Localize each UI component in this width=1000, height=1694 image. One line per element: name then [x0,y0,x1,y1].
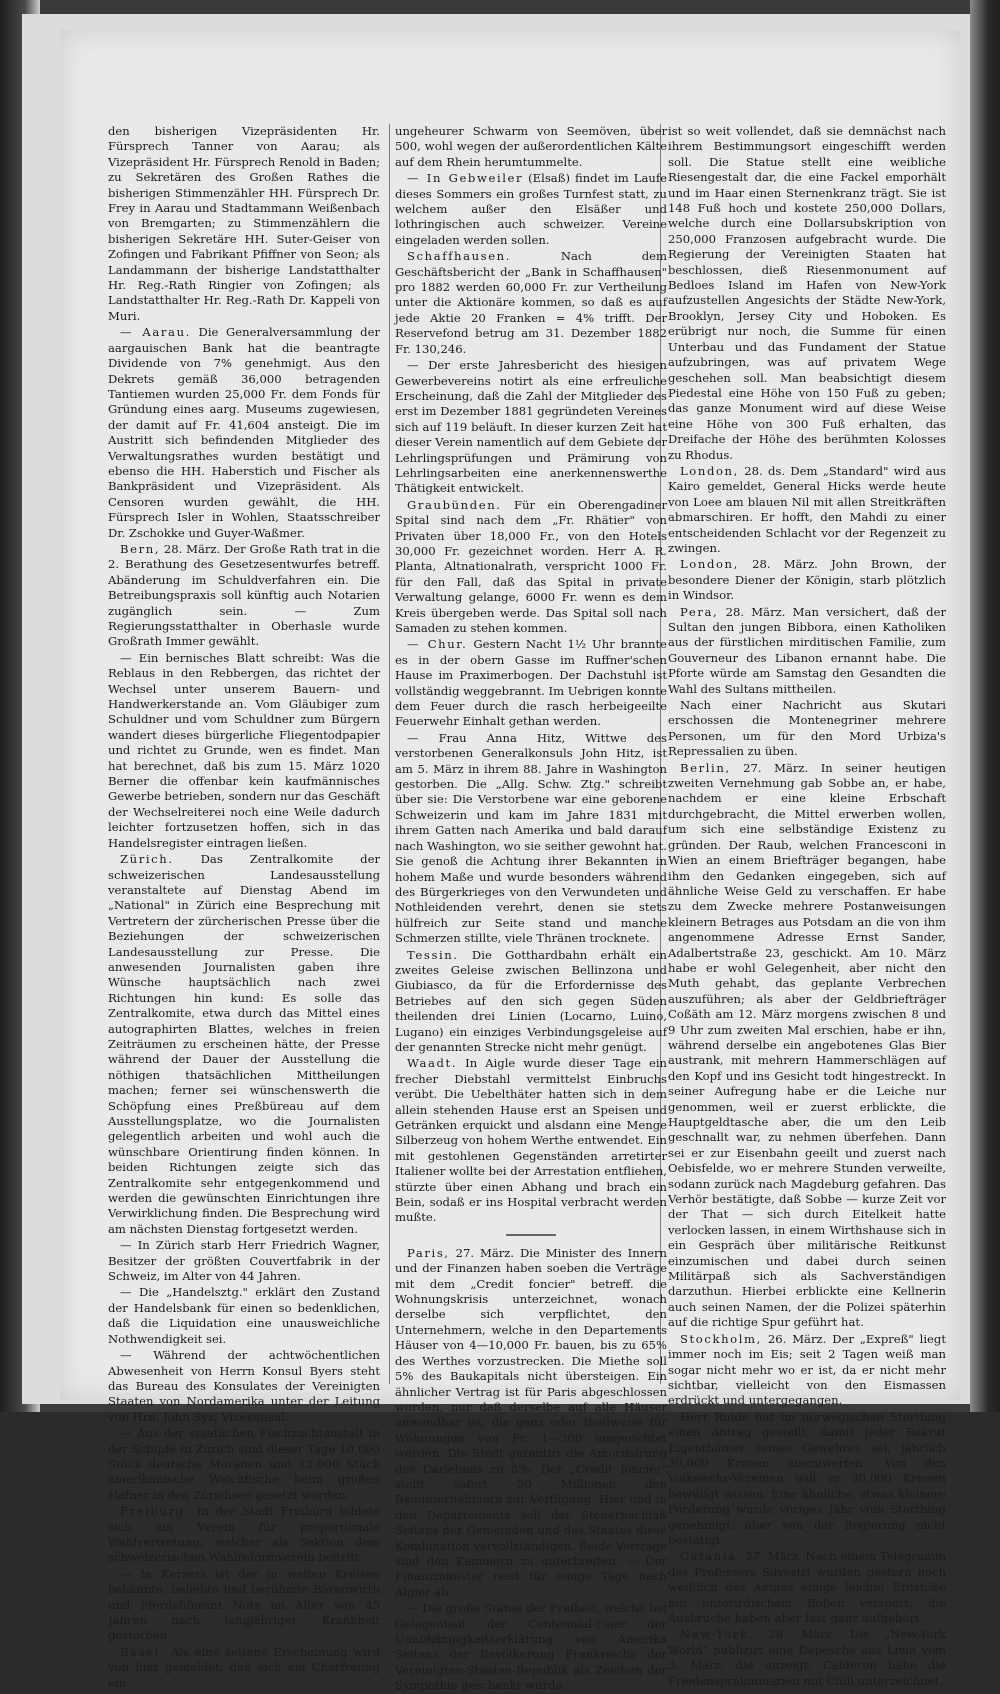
text-column-3 [668,124,946,1688]
paragraph-text: ungeheurer Schwarm von Seemöven, über 500, wohl wegen der außerordentlichen Kälte auf dem Rhein herumtummelte. [395,124,667,169]
article-paragraph [395,1601,667,1693]
article-paragraph [395,637,667,729]
dateline: New-York, [680,1627,754,1642]
article-separator [506,1234,556,1236]
dateline: London, [680,463,739,478]
article-paragraph [668,1627,946,1689]
article-paragraph [108,1285,380,1347]
column-rule-left [389,124,390,1384]
dateline: Zürich. [120,852,174,867]
dateline: Berlin, [680,760,731,775]
article-paragraph [395,731,667,947]
article-paragraph [108,1426,380,1503]
paragraph-text: 27. März. Nach einem Telegramm des Professors Silvestri wurden gestern noch weißlich des Aetnas einige leichte Erdstöße mit unterirdischem Rollen verspürt; die Ausbrüche haben aber fast ganz aufgehört. [668,1549,946,1625]
text-column-2 [395,124,668,1693]
article-paragraph [395,498,667,637]
paragraph-text: 28. März. Man versichert, daß der Sultan den jungen Bibbora, einen Katholiken aus der fürstlichen mirditischen Familie, zum Gouverneur des Libanon ernannt habe. Die Pforte würde am Samstag den Gesandten die Wahl des Sultans mittheilen. [668,604,946,696]
dateline: Stockholm, [680,1331,762,1346]
paragraph-text: Für ein Oberengadiner Spital sind nach dem „Fr. Rhätier" von Privaten über 18,000 Fr., von den Hotels 30,000 Fr. gezeichnet worden. Herr A. R. Planta, Altnationalrath, verspricht 1000 Fr. für den Fall, daß das Spital in private Verwaltung gelange, 6000 Fr. wenn es dem Kreis übergeben werde. Das Spital soll nach Samaden zu stehen kommen. [395,497,667,635]
dateline: London, [680,557,739,572]
article-paragraph [108,651,380,851]
paragraph-text: Nach einer Nachricht aus Skutari erschossen die Montenegriner mehrere Personen, um für den Mord Urbiza's Repressalien zu üben. [668,698,946,759]
article-paragraph [395,1246,667,1600]
dateline: — Chur. [407,637,468,652]
article-paragraph [108,542,380,650]
text-column-1 [108,124,380,1690]
article-paragraph [108,124,380,324]
dateline: — Aarau. [120,325,191,340]
paragraph-text: Herr Ruide hat im norwegischen Storthing einen Antrag gestellt, damit jeder Rekrut Eigenthümer seines Gewehres sei, jährlich 30,000 Kronen auszuwerfen. Von den Volkswehr-Vereinen will er 30,000 Kronen bewilligt wissen. Eine ähnliche, etwas kleinere Forderung wurde voriges Jahr vom Storthing genehmigt, aber von der Regierung nicht bestätigt. [668,1409,946,1547]
paragraph-text: In Aigle wurde dieser Tage ein frecher Diebstahl vermittelst Einbruchs verübt. Die Uebelthäter hatten sich in dem allein stehenden Hause erst an Speisen und Getränken erquickt und alsdann eine Menge Silberzeug von hohem Werthe entwendet. Ein mit gestohlenen Gegenständen arretirter Italiener wollte bei der Arrestation entfliehen, stürzte über einen Abhang und brach ein Bein, sodaß er ins Hospital verbracht werden mußte. [395,1056,667,1225]
paragraph-text: — In Kerzers ist der in weiten Kreisen bekannte, beliebte und berühmte Bärenwirth und Pferdeliferant Notz im Alter von 45 Jahren nach langjähriger Krankheit gestorben. [108,1566,380,1643]
article-paragraph [668,124,946,463]
article-paragraph [108,1567,380,1644]
article-paragraph [395,1056,667,1225]
paragraph-text: Die Generalversammlung der aargauischen Bank hat die beantragte Dividende von 7% genehmigt. Aus den Dekrets gemäß 36,000 betragenden Tantiemen wurden 25,000 Fr. dem Fonds für Gründung eines aarg. Museums zugewiesen, der damit auf Fr. 41,604 ansteigt. Die im Austritt sich befindenden Mitglieder des Verwaltungsrathes wurden bestätigt und ebenso die HH. Haberstich und Fischer als Bankpräsident und Vizepräsident. Als Censoren wurden gewählt, die HH. Fürsprech Isler in Wohlen, Staatsschreiber Dr. Zschokke und Guyer-Waßmer. [108,325,380,540]
paragraph-text: — Frau Anna Hitz, Wittwe des verstorbenen Generalkonsuls John Hitz, ist am 5. März in ihrem 88. Jahre in Washington gestorben. Die „Allg. Schw. Ztg." schreibt über sie: Die Verstorbene war eine geborene Schweizerin und kam im Jahre 1831 mit ihrem Gatten nach Amerika und bald darauf nach Washington, wo sie seither gewohnt hat. Sie genoß die Achtung ihrer Bekannten in hohem Maße und wurde besonders während des Bürgerkrieges von den Verwundeten und Nothleidenden verehrt, denen sie stets hülfreich zur Seite stand und manche Schmerzen stillte, viele Thränen trocknete. [395,730,667,946]
article-paragraph [395,249,667,357]
dateline: Basel. [120,1644,166,1659]
paragraph-text: Gestern Nacht 1½ Uhr brannte es in der obern Gasse im Ruffner'schen Hause im Praximerbogen. Der Dachstuhl ist vollständig weggebrannt. Im Uebrigen konnte dem Feuer durch die rasch herbeigeeilte Feuerwehr Einhalt gethan werden. [395,637,667,729]
article-paragraph [668,1549,946,1626]
article-paragraph [668,1332,946,1409]
paragraph-text: 28. März. John Brown, der besondere Diener der Königin, starb plötzlich in Windsor. [668,557,946,603]
paragraph-text: — Während der achtwöchentlichen Abwesenheit von Herrn Konsul Byers steht das Bureau des Konsulates der Vereinigten Staaten von Nordamerika unter der Leitung von Hrn. John Syz, Vizekonsul. [108,1348,380,1424]
paragraph-text: — Die große Statue der Freiheit, welche bei Gelegenheit der Centennial-Feier der Unabhängigkeitserklärung von Amerika Seitens der Bevölkerung Frankreichs der Vereinigten-Staaten-Republik als Zeichen der Sympathie geschenkt wurde, [395,1601,667,1693]
paragraph-text: 28. ds. Dem „Standard" wird aus Kairo gemeldet, General Hicks werde heute von Loee am blauen Nil mit allen Streitkräften abmarschiren. Er hofft, den Mahdi zu einer entscheidenden Schlacht vor der Regenzeit zu zwingen. [668,463,946,555]
article-paragraph [395,358,667,497]
article-paragraph [395,124,667,170]
paragraph-text: 27. März. In seiner heutigen zweiten Vernehmung gab Sobbe an, er habe, nachdem er eine kleine Erbschaft durchgebracht, die Mittel erwerben wollen, um sich eine selbständige Existenz zu gründen. Der Raub, welchen Francesconi in Wien an einem Briefträger begangen, habe ihm den Gedanken eingegeben, sich auf ähnliche Weise Geld zu verschaffen. Er habe zu dem Zwecke mehrere Postanweisungen kleinern Betrages aus Potsdam an die von ihm angenommene Adresse Ernst Sander, Adalbertstraße 23, geschickt. Am 10. März habe er wohl Gelegenheit, aber nicht den Muth gehabt, das geplante Verbrechen auszuführen; als aber der Geldbriefträger Coßäth am 12. März morgens zwischen 8 und 9 Uhr zum zweiten Mal erschien, habe er ihn, während derselbe ein angebotenes Glas Bier austrank, mit mehrern Hammerschlägen auf den Kopf und ins Gesicht todt hingestreckt. In seiner Aufregung habe er die Leiche nur genommen, weil er zuerst erblickte, die Hauptgeldtasche aber, die um den Leib geschnallt war, zu nehmen überfehen. Dann sei er zur Eisenbahn geeilt und zuerst nach Oebisfelde, wo er mehrere Stunden verweilte, sodann zurück nach Magdeburg gefahren. Das Verhör bestätigte, daß Sobbe — kurze Zeit vor der That — sich durch Eitelkeit hatte verlocken lassen, in einem Wirthshause sich in ein Gespräch über militärische Reitkunst einzumischen und dabei durch seinen Militärpaß sich als Sachverständigen darzuthun. Hierbei erblickte eine Kellnerin auch seinen Namen, der die Polizei späterhin auf die richtige Spur geführt hat. [668,760,946,1330]
dateline: Paris, [407,1245,450,1260]
dateline: Pera, [680,604,719,619]
paragraph-text: — Der erste Jahresbericht des hiesigen Gewerbevereins notirt als eine erfreuliche Erscheinung, daß die Zahl der Mitglieder des erst im Dezember 1881 gegründeten Vereines sich auf 119 beläuft. In dieser kurzen Zeit hat dieser Verein namentlich auf dem Gebiete der Lehrlingsprüfungen und Prämirung von Lehrlingsarbeiten eine anerkennenswerthe Thätigkeit entwickelt. [395,358,667,496]
dateline: Bern, [120,541,161,556]
paragraph-text: 28. März. Der Große Rath trat in die 2. Berathung des Gesetzesentwurfes betreff. Abänderung im Schuldverfahren ein. Die Betreibungspraxis soll künftig auch Notarien zugänglich sein. — Zum Regierungsstatthalter in Oberhasle wurde Großrath Immer gewählt. [108,541,380,649]
article-paragraph [395,948,667,1056]
article-paragraph [108,1348,380,1425]
paragraph-text: den bisherigen Vizepräsidenten Hr. Fürsprech Tanner von Aarau; als Vizepräsident Hr. Fürsprech Renold in Baden; zu Sekretären des Großen Rathes die bisherigen Stimmenzähler HH. Fürsprech Dr. Frey in Aarau und Stadtammann Weißenbach von Bremgarten; zu Stimmenzählern die bisherigen Sekretäre HH. Suter-Geiser von Zofingen und Fabrikant Pfiffner von Seon; als Landammann der bisherige Landstatthalter Hr. Reg.-Rath Ringier von Zofingen; als Landstatthalter Hr. Reg.-Rath Dr. Kappeli von Muri. [108,124,380,323]
article-paragraph [668,605,946,697]
paragraph-text: Die Gotthardbahn erhält ein zweites Geleise zwischen Bellinzona und Giubiasco, da für die Erfordernisse des Betriebes auf den sich gegen Süden theilenden drei Linien (Locarno, Luino, Lugano) ein einziges Verbindungsgeleise auf der genannten Strecke nicht mehr genügt. [395,947,667,1054]
article-paragraph [108,1645,380,1691]
paragraph-text: Das Zentralkomite der schweizerischen Landesausstellung veranstaltete auf Dienstag Abend im „National" in Zürich eine Besprechung mit Vertretern der zürcherischen Presse über die Beziehungen der schweizerischen Landesausstellung zur Presse. Die anwesenden Journalisten gaben ihre Wünsche hauptsächlich nach zwei Richtungen hin kund: Es solle das Zentralkomite, etwa durch das Mittel eines autographirten Blattes, welches in freien Zeiträumen zu erscheinen hätte, der Presse während der Dauer der Ausstellung die nöthigen thatsächlichen Mittheilungen machen; ferner sei wünschenswerth die Schöpfung eines Preßbüreau auf dem Ausstellungsplatze, wo die Journalisten gelegentlich arbeiten und wohl auch die wünschbare Orientirung finden können. In beiden Richtungen zeigte sich das Zentralkomite sehr entgegenkommend und werden die gewünschten Einrichtungen ihre Verwirklichung finden. Die Besprechung wird am nächsten Dienstag fortgesetzt werden. [108,852,380,1236]
article-paragraph [108,1238,380,1284]
paragraph-text: ist so weit vollendet, daß sie demnächst nach ihrem Bestimmungsort eingeschifft werden soll. Die Statue stellt eine weibliche Riesengestalt dar, die eine Fackel emporhält und im Haar einen Sternenkranz trägt. Sie ist 148 Fuß hoch und kostete 250,000 Dollars, welche durch eine Dollarsubskription von 250,000 Franzosen aufgebracht wurde. Die Regierung der Vereinigten Staaten hat beschlossen, dieß Riesenmonument auf Bedloes Island im Hafen von New-York aufzustellen Angesichts der Städte New-York, Brooklyn, Jersey City und Hoboken. Es erübrigt nur noch, die Summe für einen Unterbau und das Fundament der Statue aufzubringen, was auf privatem Wege geschehen soll. Man beabsichtigt diesem Piedestal eine Höhe von 150 Fuß zu geben; das ganze Monument wird auf diese Weise eine Höhe von 300 Fuß erhalten, das Dreifache der Höhe des berühmten Kolosses zu Rhodus. [668,124,946,462]
paragraph-text: 27. März. Die Minister des Innern und der Finanzen haben soeben die Verträge mit dem „Credit foncier" betreff. die Wohnungskrisis unterzeichnet, wonach derselbe sich verpflichtet, den Unternehmern, welche in den Departements Häuser von 4—10,000 Fr. bauen, bis zu 65% des Werthes vorzustrecken. Die Miethe soll 5% des Baukapitals nicht übersteigen. Ein ähnlicher Vertrag ist für Paris abgeschlossen worden, nur daß derselbe auf alle Häuser anwendbar ist, die ganz oder theilweise für Wohnungen von Fr. 1—300 eingerichtet werden. Die Stadt garantirt die Amortisirung des Darlehens zu 5%. Der „Credit foncier" stellt sofort 50 Millionen den Bauunternehmern zur Verfügung. Hier und in den Departements soll der Steuernachlaß Seitens der Gemeinden und des Staates diese Kombination vervollständigen. Beide Verträge sind den Kammern zu unterbreiten. — Der Finanzminister reist für einige Tage nach Algier ab. [395,1245,667,1599]
article-paragraph [668,557,946,603]
dateline: Schaffhausen. [407,249,512,264]
dateline: Tessin. [407,947,459,962]
dateline: Graubünden. [407,497,502,512]
paragraph-text: Nach dem Geschäftsbericht der „Bank in Schaffhausen" pro 1882 werden 60,000 Fr. zur Vertheilung unter die Aktionäre kommen, so daß es auf jede Aktie 20 Franken = 4% trifft. Der Reservefond betrug am 31. Dezember 1882 Fr. 130,246. [395,249,667,356]
paragraph-text: — Ein bernisches Blatt schreibt: Was die Reblaus in den Rebbergen, das richtet der Wechsel unter unserem Bauern- und Handwerkerstande an. Vom Gläubiger zum Schuldner und vom Schuldner zum Bürgern wandert dieses bürgerliche Fliegentodpapier und richtet zu Grunde, wen es findet. Man hat berechnet, daß bis zum 15. März 1020 Berner die offenbar kein kaufmännisches Gewerbe betrieben, sondern nur das Geschäft der Wechselreiterei noch eine Weile dadurch leichter fortzusetzen hoffen, sich in das Handelsregister eintragen ließen. [108,650,380,850]
article-paragraph [668,698,946,760]
article-paragraph [395,171,667,248]
article-paragraph [108,1504,380,1566]
paragraph-text: 28. März. Die „New-York World" publizirt eine Depesche aus Lima vom 3. März, die anzeigt, Calderon habe die Friedenspräliminarien mit Chili unterzeichnet. [668,1627,946,1688]
right-page-edge [970,0,1000,1412]
paragraph-text: 26. März. Der „Expreß" liegt immer noch im Eis; seit 2 Tagen weiß man sogar nicht mehr wo er ist, da er nicht mehr sichtbar, vielleicht von den Eismassen erdrückt und untergegangen. [668,1331,946,1408]
article-paragraph [668,464,946,556]
paragraph-text: (Elsaß) findet im Laufe dieses Sommers ein großes Turnfest statt, zu welchem außer den Elsäßer und lothringischen auch schweizer. Vereine eingeladen werden sollen. [395,171,668,247]
paragraph-text: In der Stadt Freiburg bildete sich ein Verein für proportionale Wahlvertretung, welcher als Sektion dem schweizerischen Wahlreformverein beitritt. [108,1504,380,1565]
dateline: Waadt. [407,1056,458,1071]
paragraph-text: — In Zürich starb Herr Friedrich Wagner, Besitzer der größten Couvertfabrik in der Schweiz, im Alter von 44 Jahren. [108,1238,380,1284]
paragraph-text: — Aus der staatlichen Fischzuchtanstalt in der Schipfe in Zürich sind dieser Tage 10,000 Stück deutsche Moränen und 12,000 Stück amerikanische Weichfische beim großen Hafner in den Zürichsee gesetzt worden. [108,1426,380,1502]
dateline: Freiburg. [120,1504,191,1519]
paragraph-text: Als eine seltene Erscheinung wird von hier gemeldet, daß sich am Charfreitag ein [108,1644,380,1690]
article-paragraph [108,852,380,1237]
article-paragraph [668,761,946,1331]
paragraph-text: — Die „Handelsztg." erklärt den Zustand der Handelsbank für einen so bedenklichen, daß die Liquidation eine unausweichliche Nothwendigkeit sei. [108,1285,380,1346]
article-paragraph [668,1410,946,1549]
dateline: — In Gebweiler [407,171,524,186]
dateline: Catania, [680,1549,742,1564]
article-paragraph [108,325,380,541]
